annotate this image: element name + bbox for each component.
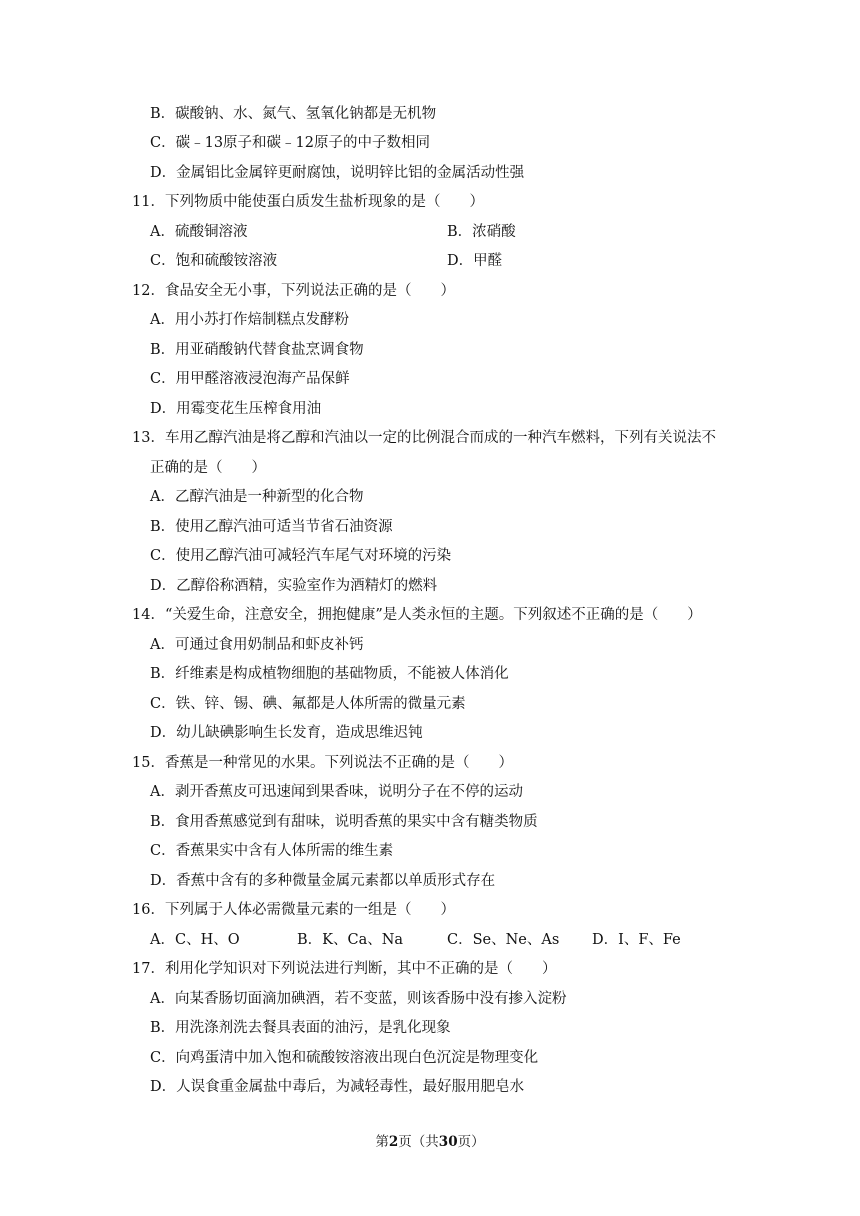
- option-line: D．香蕉中含有的多种微量金属元素都以单质形式存在: [150, 873, 496, 889]
- option-line: B．用洗涤剂洗去餐具表面的油污，是乳化现象: [150, 1020, 451, 1036]
- option-line: D．人误食重金属盐中毒后，为减轻毒性，最好服用肥皂水: [150, 1079, 525, 1095]
- question-14: 14．“关爱生命，注意安全，拥抱健康”是人类永恒的主题。下列叙述不正确的是（ ）: [132, 607, 702, 623]
- option-line: B．纤维素是构成植物细胞的基础物质，不能被人体消化: [150, 666, 509, 682]
- option-line: D．用霉变花生压榨食用油: [150, 401, 322, 417]
- option-line: A．剥开香蕉皮可迅速闻到果香味，说明分子在不停的运动: [150, 784, 523, 800]
- question-13: 13．车用乙醇汽油是将乙醇和汽油以一定的比例混合而成的一种汽车燃料，下列有关说法不: [132, 430, 716, 446]
- option-line: B．食用香蕉感觉到有甜味，说明香蕉的果实中含有糖类物质: [150, 814, 538, 830]
- option-line: A．硫酸铜溶液: [150, 224, 248, 240]
- option-line: C．Se、Ne、As: [447, 932, 560, 948]
- option-line: D．甲醛: [447, 253, 503, 269]
- option-line: D．乙醇俗称酒精，实验室作为酒精灯的燃料: [150, 578, 438, 594]
- page-number: 2: [388, 1134, 399, 1150]
- option-line: B．K、Ca、Na: [297, 932, 404, 948]
- question-15: 15．香蕉是一种常见的水果。下列说法不正确的是（ ）: [132, 755, 513, 771]
- option-line: C．用甲醛溶液浸泡海产品保鲜: [150, 371, 350, 387]
- footer-mid: 页（共: [398, 1134, 439, 1150]
- page-total: 30: [438, 1134, 458, 1150]
- option-line: A．C、H、O: [150, 932, 240, 948]
- footer-suffix: 页）: [457, 1134, 485, 1150]
- question-11: 11．下列物质中能使蛋白质发生盐析现象的是（ ）: [132, 194, 484, 210]
- question-12: 12．食品安全无小事，下列说法正确的是（ ）: [132, 283, 455, 299]
- option-line: C．碳﹣13原子和碳﹣12原子的中子数相同: [150, 135, 430, 151]
- option-line: C．饱和硫酸铵溶液: [150, 253, 278, 269]
- option-line: D．金属铝比金属锌更耐腐蚀，说明锌比铝的金属活动性强: [150, 165, 525, 181]
- option-line: A．乙醇汽油是一种新型的化合物: [150, 489, 364, 505]
- option-line: A．向某香肠切面滴加碘酒，若不变蓝，则该香肠中没有掺入淀粉: [150, 991, 567, 1007]
- option-line: C．铁、锌、锡、碘、氟都是人体所需的微量元素: [150, 696, 466, 712]
- option-line: A．可通过食用奶制品和虾皮补钙: [150, 637, 364, 653]
- question-16: 16．下列属于人体必需微量元素的一组是（ ）: [132, 902, 455, 918]
- option-line: C．向鸡蛋清中加入饱和硫酸铵溶液出现白色沉淀是物理变化: [150, 1050, 539, 1066]
- option-line: B．碳酸钠、水、氮气、氢氧化钠都是无机物: [150, 106, 437, 122]
- option-line: D．I、F、Fe: [592, 932, 681, 948]
- option-line: C．香蕉果实中含有人体所需的维生素: [150, 843, 394, 859]
- question-13-continued: 正确的是（ ）: [150, 460, 266, 476]
- page-footer: [0, 1130, 860, 1150]
- option-line: B．浓硝酸: [447, 224, 516, 240]
- option-line: C．使用乙醇汽油可减轻汽车尾气对环境的污染: [150, 548, 452, 564]
- option-line: B．用亚硝酸钠代替食盐烹调食物: [150, 342, 364, 358]
- footer-prefix: 第: [375, 1134, 389, 1150]
- option-line: B．使用乙醇汽油可适当节省石油资源: [150, 519, 393, 535]
- option-line: A．用小苏打作焙制糕点发酵粉: [150, 312, 349, 328]
- option-line: D．幼儿缺碘影响生长发育，造成思维迟钝: [150, 725, 423, 741]
- question-17: 17．利用化学知识对下列说法进行判断，其中不正确的是（ ）: [132, 961, 557, 977]
